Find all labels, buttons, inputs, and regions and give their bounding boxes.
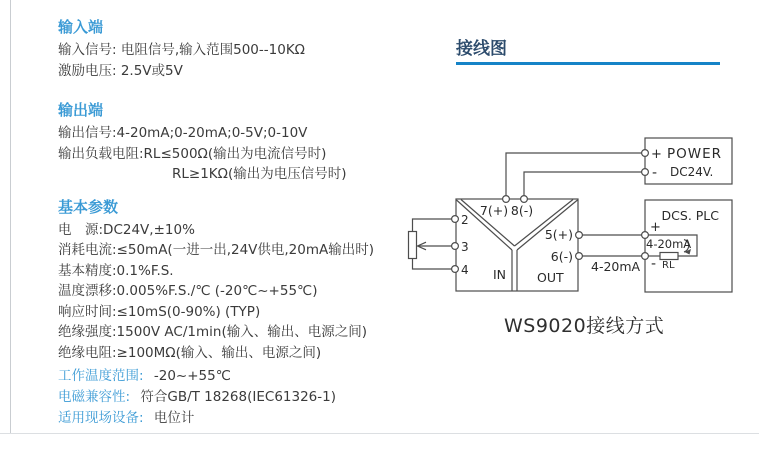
terminal-6 bbox=[576, 253, 583, 260]
terminal-6-label: 6(-) bbox=[550, 249, 573, 264]
section-heading-input: 输入端 bbox=[58, 18, 104, 36]
wiring-diagram-title: 接线图 bbox=[456, 39, 507, 59]
spec-line-output-signal: 输出信号:4-20mA;0-20mA;0-5V;0-10V bbox=[58, 125, 308, 141]
power-box-title: POWER bbox=[667, 146, 723, 162]
section-heading-basic-params: 基本参数 bbox=[58, 197, 119, 216]
spec-line-temp-drift: 温度漂移:0.005%F.S./℃ (-20℃~+55℃) bbox=[58, 283, 318, 299]
field-device-value: 电位计 bbox=[153, 410, 195, 426]
terminal-5 bbox=[576, 232, 583, 239]
spec-line-load-resistance-2: RL≥1KΩ(输出为电压信号时) bbox=[172, 166, 347, 182]
spec-line-response-time: 响应时间:≤10mS(0-90%) (TYP) bbox=[58, 303, 261, 320]
power-plus-terminal bbox=[642, 150, 649, 157]
terminal-2 bbox=[452, 216, 459, 223]
terminal-7-label: 7(+) bbox=[479, 203, 509, 218]
dcs-minus-label: - bbox=[651, 256, 657, 272]
potentiometer-symbol bbox=[409, 232, 417, 259]
rl-load-label: RL bbox=[662, 260, 675, 271]
terminal-7 bbox=[503, 196, 510, 203]
power-plus-label: + bbox=[651, 147, 662, 162]
wiring-diagram-caption: WS9020接线方式 bbox=[504, 315, 665, 337]
terminal-4 bbox=[452, 266, 459, 273]
spec-line-insulation-strength: 绝缘强度:1500V AC/1min(输入、输出、电源之间) bbox=[58, 324, 367, 340]
power-minus-label: - bbox=[652, 165, 658, 181]
terminal-8 bbox=[521, 196, 528, 203]
emc-label: 电磁兼容性: bbox=[58, 389, 131, 405]
field-device-label: 适用现场设备: bbox=[58, 410, 144, 426]
emc-value: 符合GB/T 18268(IEC61326-1) bbox=[140, 389, 336, 405]
terminal-5-label: 5(+) bbox=[544, 227, 573, 242]
spec-line-insulation-resistance: 绝缘电阻:≥100MΩ(输入、输出、电源之间) bbox=[58, 344, 322, 361]
in-label: IN bbox=[493, 267, 507, 282]
terminal-2-label: 2 bbox=[461, 213, 469, 227]
section-heading-output: 输出端 bbox=[58, 101, 104, 119]
spec-line-load-resistance: 输出负载电阻:RL≤500Ω(输出为电流信号时) bbox=[58, 145, 327, 162]
terminal-4-label: 4 bbox=[461, 263, 469, 277]
operating-temp-label: 工作温度范围: bbox=[58, 368, 144, 384]
operating-temp-value: -20~+55℃ bbox=[153, 368, 231, 384]
loop-current-label: 4-20mA bbox=[646, 237, 692, 251]
power-minus-terminal bbox=[642, 169, 649, 176]
spec-line-power-supply: 电 源:DC24V,±10% bbox=[58, 221, 195, 238]
terminal-3-label: 3 bbox=[461, 240, 469, 254]
spec-line-accuracy: 基本精度:0.1%F.S. bbox=[58, 262, 174, 279]
terminal-3 bbox=[452, 243, 459, 250]
spec-line-excitation-voltage: 激励电压: 2.5V或5V bbox=[58, 62, 183, 79]
rl-load-resistor bbox=[660, 253, 678, 260]
spec-line-current-consumption: 消耗电流:≤50mA(一进一出,24V供电,20mA输出时) bbox=[58, 242, 375, 258]
output-wire-current-label: 4-20mA bbox=[591, 259, 641, 274]
power-box-subtitle: DC24V. bbox=[670, 165, 714, 179]
dcs-box-title: DCS. PLC bbox=[661, 208, 719, 223]
terminal-8-label: 8(-) bbox=[510, 203, 534, 218]
spec-line-input-signal: 输入信号: 电阻信号,输入范围500--10KΩ bbox=[58, 42, 305, 58]
dcs-plus-label: + bbox=[650, 220, 661, 235]
dcs-minus-terminal bbox=[642, 253, 649, 260]
out-label: OUT bbox=[537, 270, 564, 285]
